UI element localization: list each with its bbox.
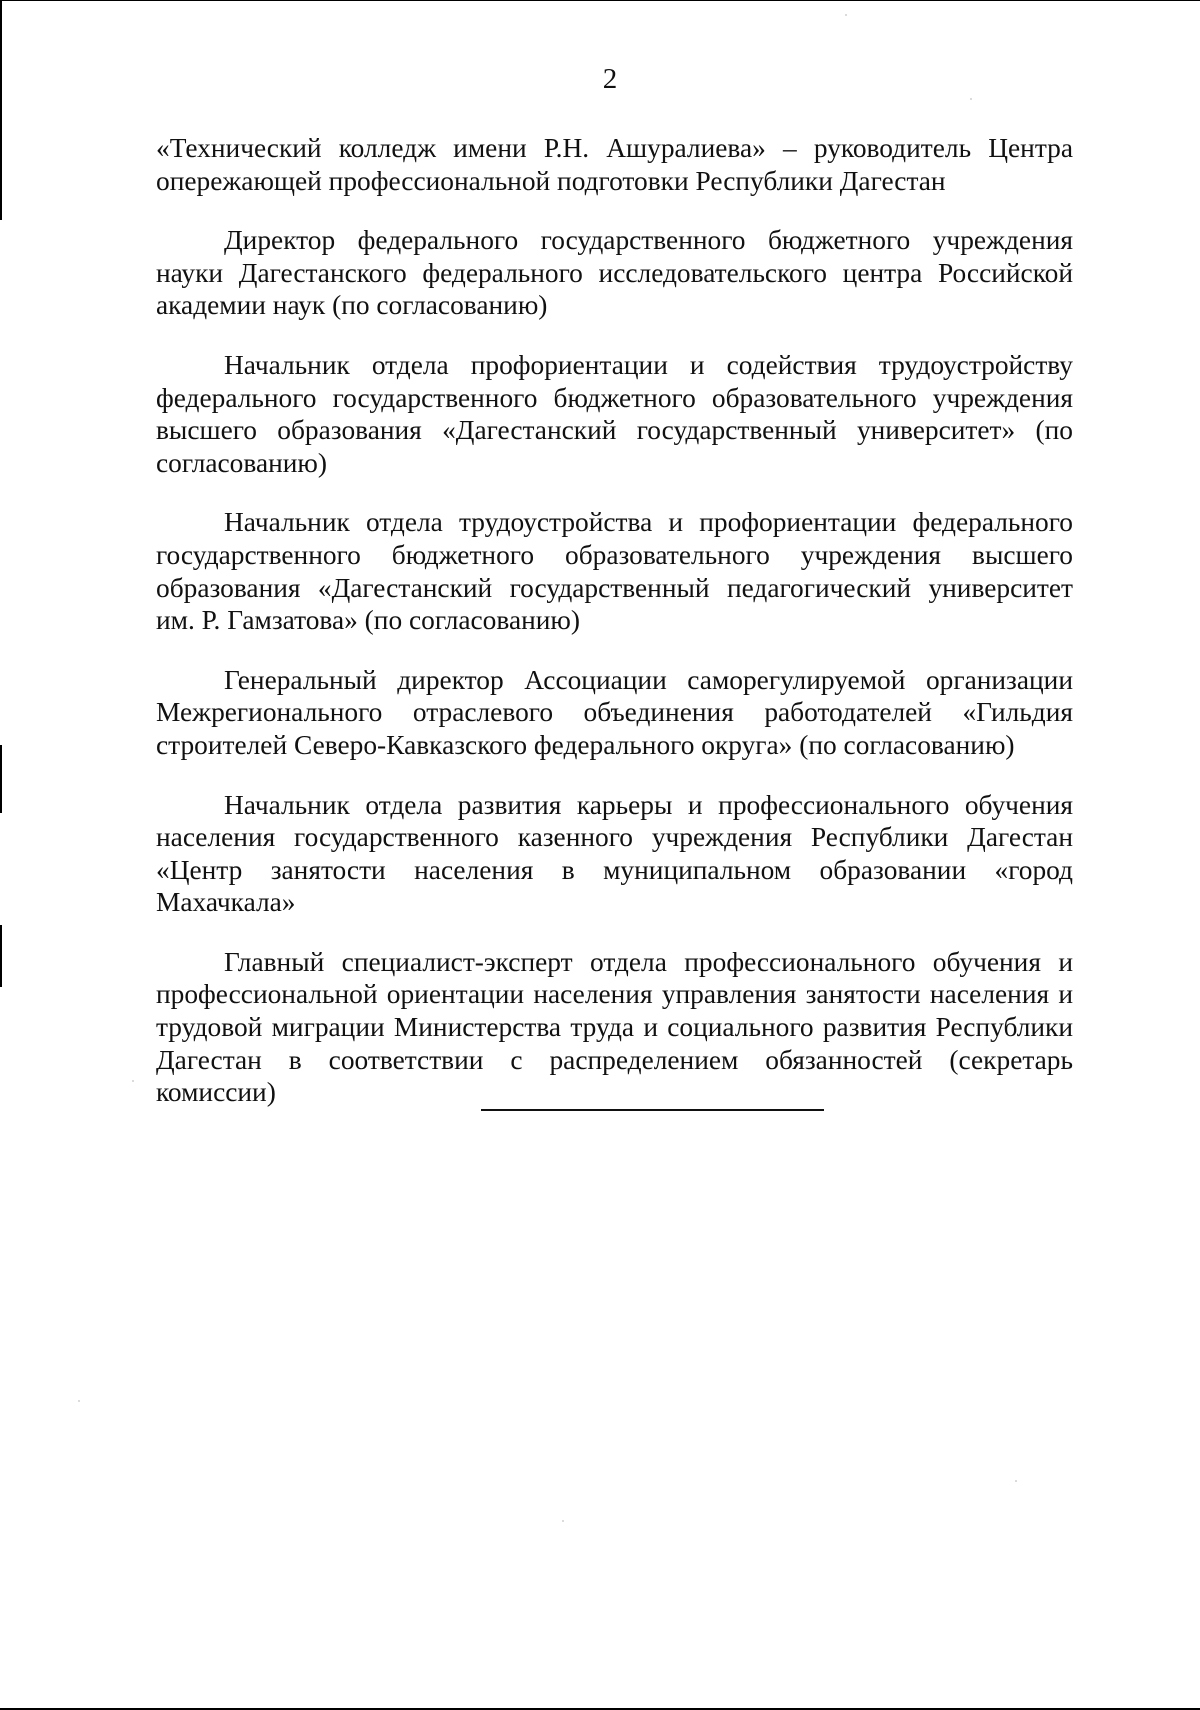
scan-speck: [132, 1080, 134, 1082]
paragraph-dagestan-university-career-office: Начальник отдела профориентации и содействия трудоустройству федерального государственного бюджетного образовательного учреждения высшего образования «Дагестанский государственный университет» (по согласованию): [156, 349, 1073, 478]
scan-speck: [562, 1520, 564, 1522]
paragraph-pedagogical-university-career-office: Начальник отдела трудоустройства и профориентации федерального государственного бюджетного образовательного учреждения высшего образования «Дагестанский государственный педагогический университет им. Р. Гамзатова» (по согласованию): [156, 507, 1073, 636]
closing-horizontal-rule: [481, 1109, 824, 1111]
paragraph-commission-secretary: Главный специалист-эксперт отдела профессионального обучения и профессиональной ориентации населения управления занятости населения и трудовой миграции Министерства труда и социального развития Республики Дагестан в соответствии с распределением обязанностей (секретарь комиссии): [156, 946, 1073, 1108]
scan-left-edge-mark: [0, 745, 2, 813]
scan-top-edge: [0, 0, 1200, 1]
paragraph-research-center-director: Директор федерального государственного бюджетного учреждения науки Дагестанского федерального исследовательского центра Российской академии наук (по согласованию): [156, 225, 1073, 321]
paragraph-builders-guild-director: Генеральный директор Ассоциации саморегулируемой организации Межрегионального отраслевого объединения работодателей «Гильдия строителей Северо-Кавказского федерального округа» (по согласованию): [156, 664, 1073, 760]
scan-speck: [1015, 1480, 1017, 1482]
scan-left-edge-mark: [0, 925, 2, 987]
scan-speck: [78, 1400, 80, 1402]
document-body: [156, 132, 1073, 1109]
scan-left-edge-mark: [0, 0, 2, 220]
scan-speck: [845, 14, 847, 16]
paragraph-employment-center-head: Начальник отдела развития карьеры и профессионального обучения населения государственного казенного учреждения Республики Дагестан «Центр занятости населения в муниципальном образовании «город Махачкала»: [156, 789, 1073, 918]
paragraph-technical-college: «Технический колледж имени Р.Н. Ашуралиева» – руководитель Центра опережающей профессиональной подготовки Республики Дагестан: [156, 133, 1073, 196]
page-number: 2: [602, 63, 618, 95]
scan-speck: [970, 98, 972, 100]
